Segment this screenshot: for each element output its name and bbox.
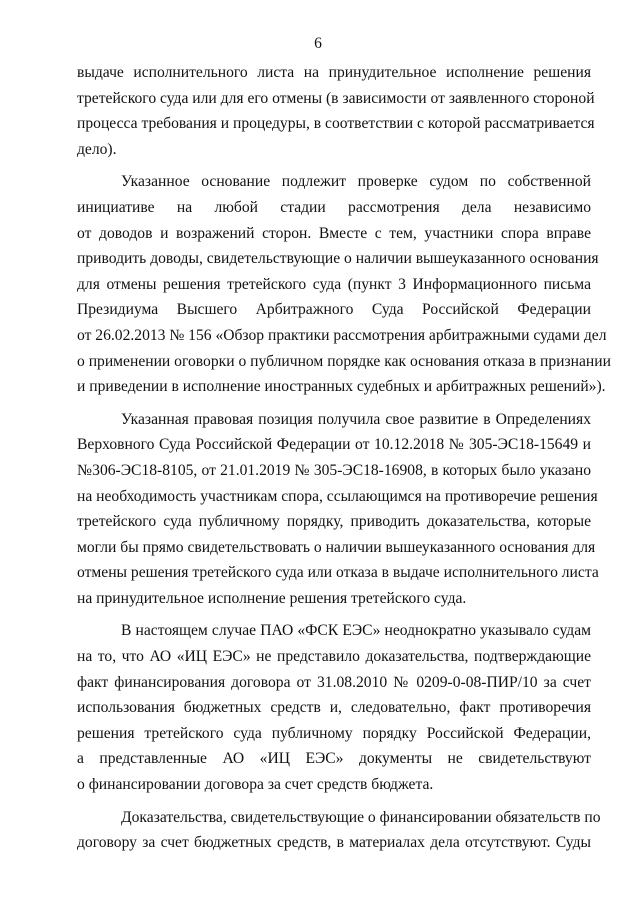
text-line: на то, что АО «ИЦ ЕЭС» не представило доказательства, подтверждающие <box>77 648 591 666</box>
paragraph <box>77 60 595 162</box>
text-line: о финансировании договора за счет средств бюджета. <box>77 776 434 794</box>
text-line: третейского суда публичному порядку, приводить доказательства, которые <box>77 513 591 531</box>
text-line: Указанная правовая позиция получила свое развитие в Определениях <box>121 410 591 428</box>
text-line: на принудительное исполнение решения третейского суда. <box>77 589 467 607</box>
text-line: В настоящем случае ПАО «ФСК ЕЭС» неоднократно указывало судам <box>121 622 591 640</box>
text-line: факт финансирования договора от 31.08.2010 № 0209-0-08-ПИР/10 за счет <box>77 673 591 691</box>
text-line: Президиума Высшего Арбитражного Суда Российской Федерации <box>77 301 591 319</box>
paragraph-gap <box>77 798 591 805</box>
text-line: третейского суда или для его отмены (в зависимости от заявленного стороной <box>77 89 595 107</box>
text-line: от 26.02.2013 № 156 «Обзор практики рассмотрения арбитражными судами дел <box>77 326 607 344</box>
text-line: и приведении в исполнение иностранных судебных и арбитражных решений»). <box>77 378 606 396</box>
text-line: отмены решения третейского суда или отказа в выдаче исполнительного листа <box>77 564 599 582</box>
paragraph-gap <box>77 162 591 169</box>
text-line: от доводов и возражений сторон. Вместе с тем, участники спора вправе <box>77 224 591 242</box>
text-line: инициативе на любой стадии рассмотрения дела независимо <box>77 198 591 216</box>
text-line: Указанное основание подлежит проверке судом по собственной <box>121 173 591 191</box>
paragraph-gap <box>77 400 591 407</box>
page-number: 6 <box>314 35 322 52</box>
text-line: процесса требования и процедуры, в соответствии с которой рассматривается <box>77 115 595 133</box>
text-line: а представленные АО «ИЦ ЕЭС» документы не свидетельствуют <box>77 750 591 768</box>
text-line: договору за счет бюджетных средств, в материалах дела отсутствуют. Суды <box>77 834 591 852</box>
text-line: Верховного Суда Российской Федерации от 10.12.2018 № 305-ЭС18-15649 и <box>77 436 591 454</box>
text-line: №306-ЭС18-8105, от 21.01.2019 № 305-ЭС18-16908, в которых было указано <box>77 461 591 479</box>
text-line: на необходимость участникам спора, ссылающимся на противоречие решения <box>77 487 598 505</box>
paragraph <box>77 805 601 856</box>
text-line: могли бы прямо свидетельствовать о наличии вышеуказанного основания для <box>77 538 596 556</box>
text-line: Доказательства, свидетельствующие о финансировании обязательств по <box>121 808 601 826</box>
text-line: дело). <box>77 140 117 158</box>
text-line: о применении оговорки о публичном порядке как основания отказа в признании <box>77 352 611 370</box>
text-line: приводить доводы, свидетельствующие о наличии вышеуказанного основания <box>77 250 599 268</box>
paragraph <box>77 407 599 612</box>
document-body <box>77 60 611 856</box>
text-line: использования бюджетных средств и, следовательно, факт противоречия <box>77 699 591 717</box>
paragraph <box>77 618 591 797</box>
text-line: для отмены решения третейского суда (пункт 3 Информационного письма <box>77 275 591 293</box>
text-line: решения третейского суда публичному порядку Российской Федерации, <box>77 724 591 742</box>
paragraph <box>77 169 611 399</box>
text-line: выдаче исполнительного листа на принудительное исполнение решения <box>77 64 591 81</box>
paragraph-gap <box>77 611 591 618</box>
